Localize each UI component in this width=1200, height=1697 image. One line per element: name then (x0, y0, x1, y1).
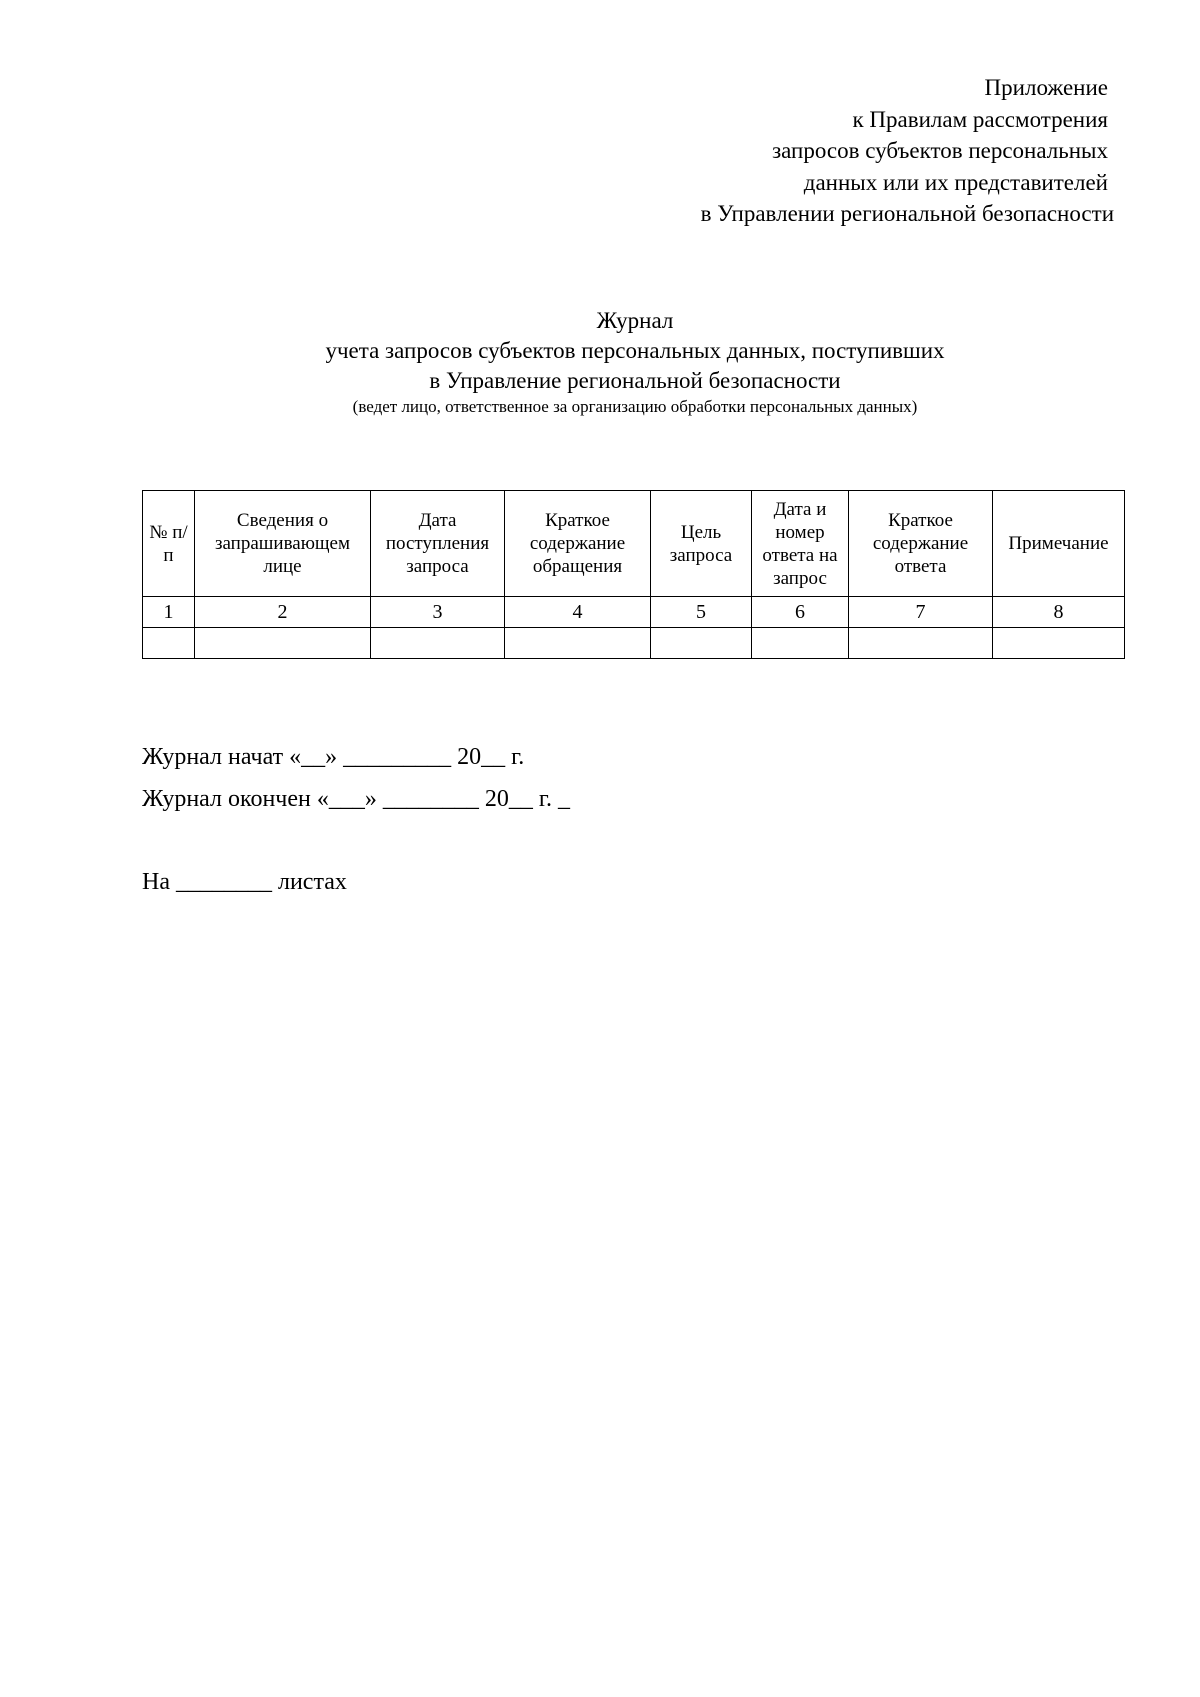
column-header: Цель запроса (651, 491, 752, 597)
appendix-line: запросов субъектов персональных (772, 138, 1108, 163)
sheet-count-line: На ________ листах (142, 869, 347, 895)
column-number: 8 (993, 597, 1125, 628)
journal-heading: Журнал (596, 308, 674, 333)
column-header: Сведения о запрашивающем лице (195, 491, 371, 597)
column-number: 1 (143, 597, 195, 628)
column-header: Дата поступления запроса (371, 491, 505, 597)
appendix-line: Приложение (984, 75, 1108, 100)
empty-cell (505, 628, 651, 659)
column-number: 6 (752, 597, 849, 628)
empty-cell (752, 628, 849, 659)
column-number: 2 (195, 597, 371, 628)
table-header-row (143, 491, 1125, 597)
journal-started-line: Журнал начат «__» _________ 20__ г. (142, 744, 525, 770)
column-header: Примечание (993, 491, 1125, 597)
column-header: Дата и номер ответа на запрос (752, 491, 849, 597)
column-number: 7 (849, 597, 993, 628)
empty-cell (993, 628, 1125, 659)
journal-title-block (0, 306, 1200, 418)
empty-cell (143, 628, 195, 659)
empty-cell (849, 628, 993, 659)
journal-note: (ведет лицо, ответственное за организацию обработки персональных данных) (352, 397, 918, 416)
journal-ended-line: Журнал окончен «___» ________ 20__ г. _ (142, 786, 571, 812)
journal-table (142, 490, 1125, 659)
column-number-row (143, 597, 1125, 628)
empty-cell (195, 628, 371, 659)
column-number: 4 (505, 597, 651, 628)
column-number: 3 (371, 597, 505, 628)
appendix-line: к Правилам рассмотрения (852, 106, 1108, 132)
empty-cell (651, 628, 752, 659)
column-header: Краткое содержание обращения (505, 491, 651, 597)
journal-subtitle-line: учета запросов субъектов персональных данных, поступивших (325, 338, 945, 363)
column-header: № п/п (143, 491, 195, 597)
column-number: 5 (651, 597, 752, 628)
appendix-line: в Управлении региональной безопасности (700, 201, 1114, 226)
table-row (143, 628, 1125, 659)
appendix-line: данных или их представителей (803, 169, 1108, 195)
column-header: Краткое содержание ответа (849, 491, 993, 597)
journal-subtitle-line: в Управление региональной безопасности (429, 368, 841, 393)
appendix-header (514, 72, 1114, 230)
empty-cell (371, 628, 505, 659)
